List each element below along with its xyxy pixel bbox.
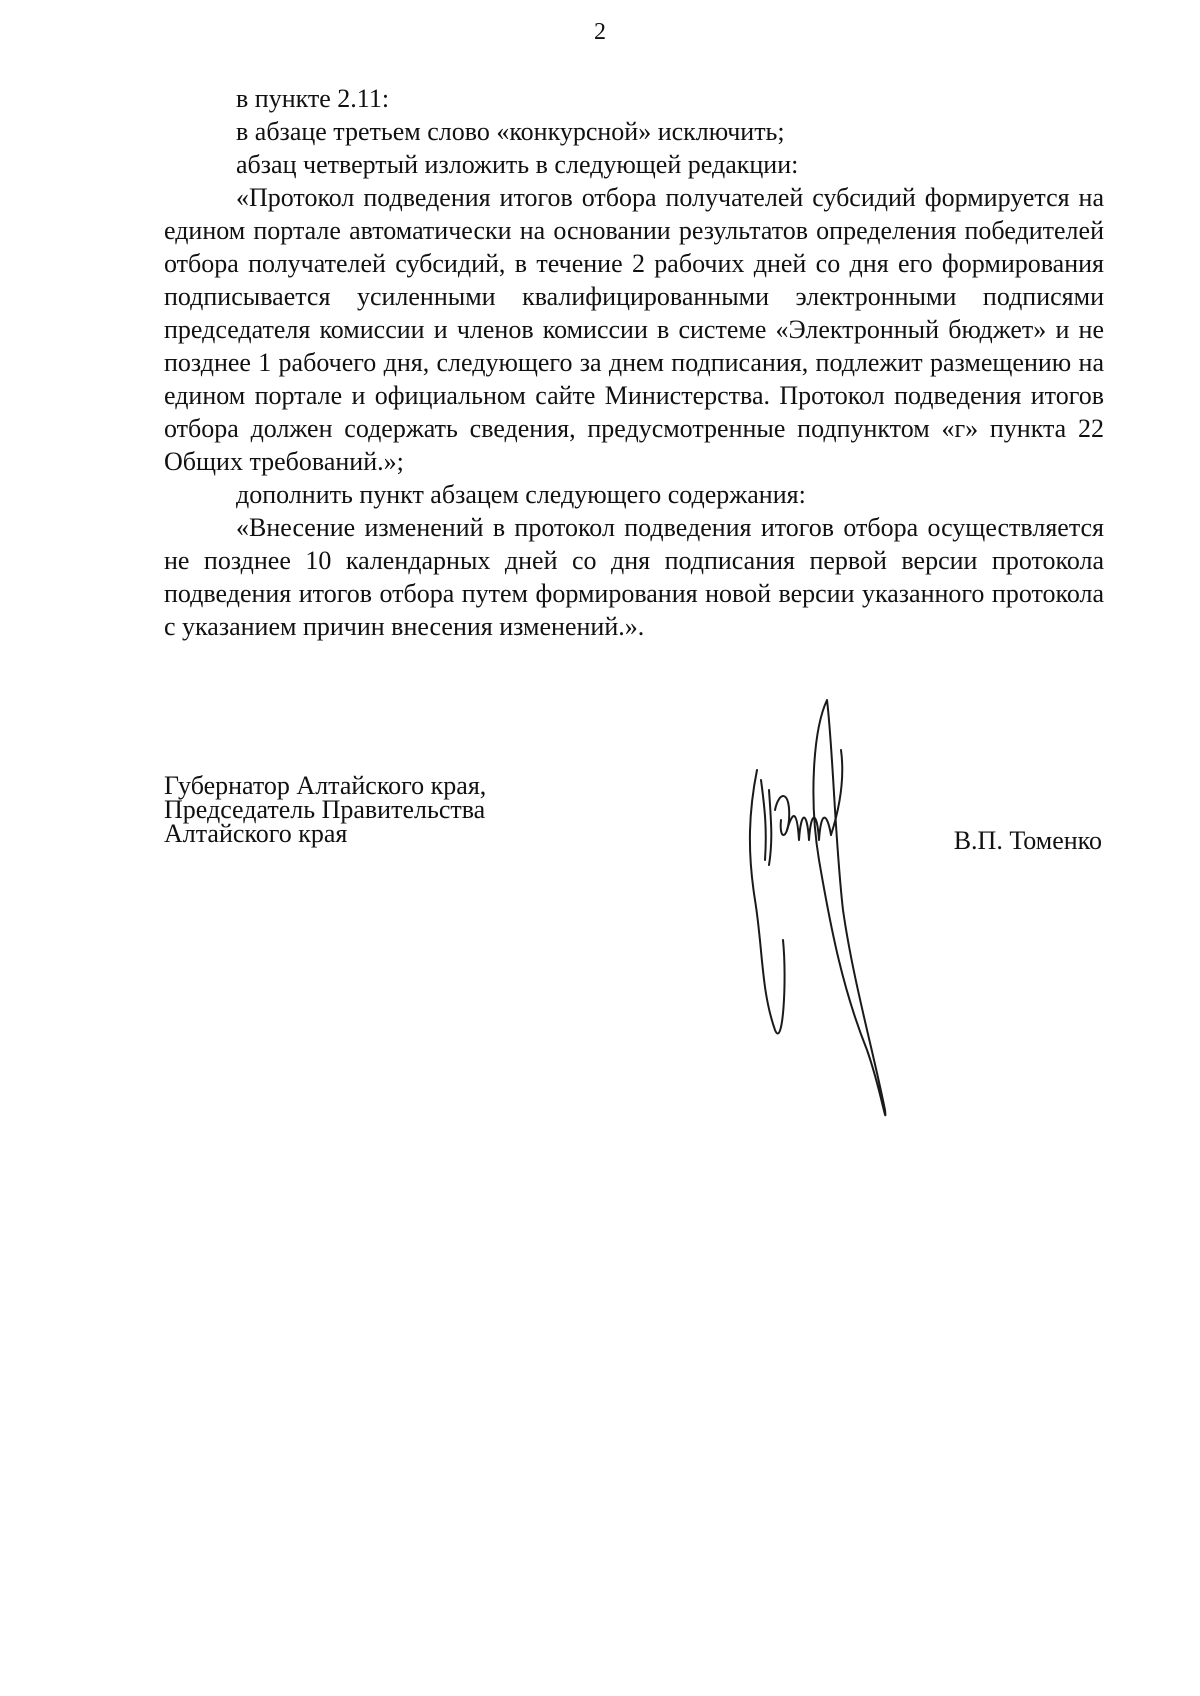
page-number: 2 (594, 19, 606, 45)
paragraph-changes-text: «Внесение изменений в протокол подведения итогов отбора осуществляется не позднее 10 календарных дней со дня подписания первой версии протокола подведения итогов отбора путем формирования новой версии указанного протокола с указанием причин внесения изменений.». (164, 513, 1104, 641)
document-body (164, 82, 1104, 643)
signer-name: В.П. Томенко (953, 826, 1102, 855)
handwritten-signature (735, 690, 915, 1130)
signer-position-line: Губернатор Алтайского края, (164, 771, 487, 800)
signer-position (164, 771, 487, 848)
paragraph-exclude-word: в абзаце третьем слово «конкурсной» исключить; (236, 117, 785, 146)
paragraph-protocol-text: «Протокол подведения итогов отбора получателей субсидий формируется на едином портале автоматически на основании результатов определения победителей отбора получателей субсидий, в течение 2 рабочих дней со дня его формирования подписывается усиленными квалифицированными электронными подписями председателя комиссии и членов комиссии в системе «Электронный бюджет» и не позднее 1 рабочего дня, следующего за днем подписания, подлежит размещению на едином портале и официальном сайте Министерства. Протокол подведения итогов отбора должен содержать сведения, предусмотренные подпунктом «г» пункта 22 Общих требований.»; (164, 183, 1104, 476)
paragraph-item-2-11: в пункте 2.11: (236, 84, 390, 113)
signer-position-line: Председатель Правительства (164, 795, 486, 824)
paragraph-add-abzac: дополнить пункт абзацем следующего содержания: (236, 480, 806, 509)
signer-position-line: Алтайского края (164, 819, 348, 848)
paragraph-fourth-abzac: абзац четвертый изложить в следующей редакции: (236, 150, 799, 179)
